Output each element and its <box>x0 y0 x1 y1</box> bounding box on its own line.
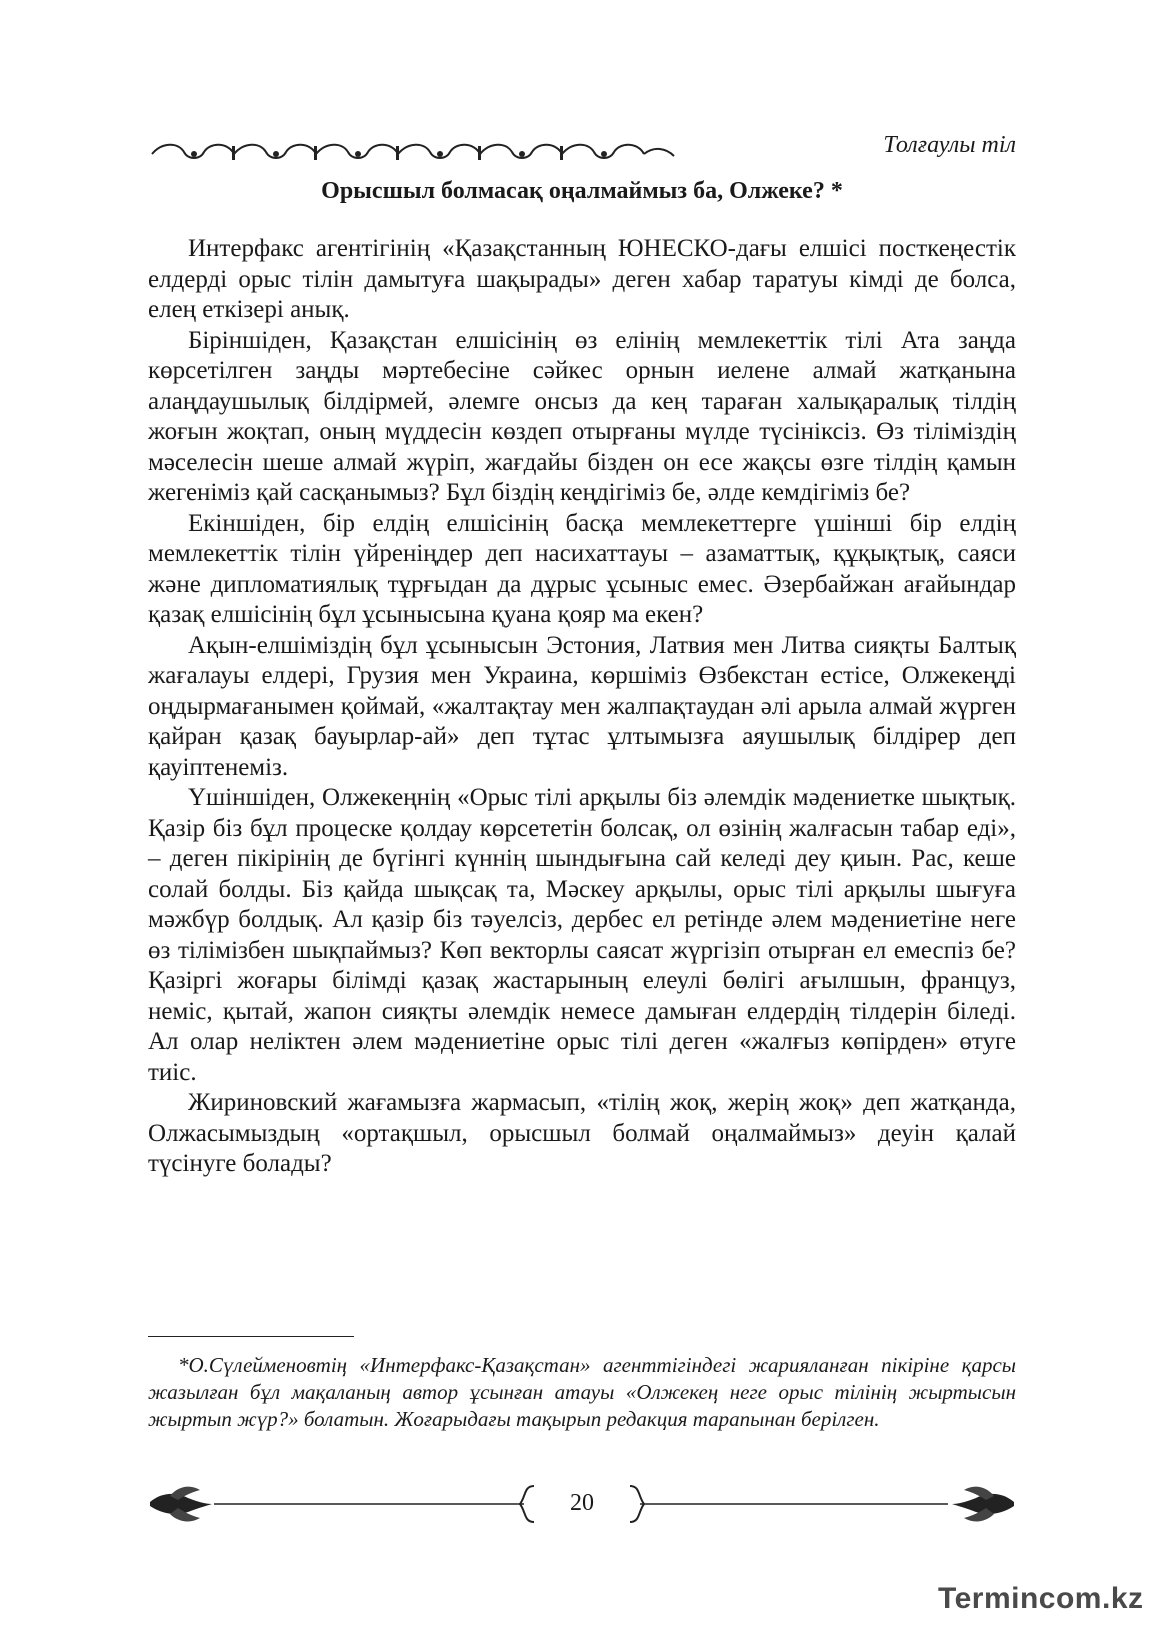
paragraph: Екіншіден, бір елдің елшісінің басқа мемлекеттерге үшінші бір елдің мемлекеттік тілін үйреніңдер деп насихаттауы – азаматтық, құқықтық, саяси және дипломатиялық тұрғыдан да дұрыс ұсыныс емес. Әзербайжан ағайындар қазақ елшісінің бұл ұсынысына қуана қояр ма екен? <box>148 509 1016 628</box>
paragraph: Біріншіден, Қазақстан елшісінің өз елінің мемлекеттік тілі Ата заңда көрсетілген заңды мәртебесіне сәйкес орнын иелене алмай жатқанына алаңдаушылық білдірмей, әлемге онсыз да кең тараған халықаралық тілдің жоғын жоқтап, оның мүддесін көздеп отырғаны мүлде түсініксіз. Өз тіліміздің мәселесін шеше алмай жүріп, жағдайы бізден он есе жақсы өзге тілдің қамын жегеніміз қай сасқанымыз? Бұл біздің кеңдігіміз бе, әлде кемдігіміз бе? <box>148 326 1016 506</box>
paragraph: Ақын-елшіміздің бұл ұсынысын Эстония, Латвия мен Литва сияқты Балтық жағалауы елдері, Грузия мен Украина, көршіміз Өзбекстан естісе, Олжекеңді оңдырмағанымен қоймай, «жалтақтау мен жалпақтаудан әлі арыла алмай жүрген қайран қазақ бауырлар-ай» деп тұтас ұлтымызға аяушылық білдірер деп қауіптенеміз. <box>148 631 1016 781</box>
page-number: 20 <box>570 1490 594 1516</box>
footnote-text: *О.Сүлейменовтің «Интерфакс-Қазақстан» агенттігіндегі жарияланған пікіріне қарсы жазылған бұл мақаланың автор ұсынған атауы «Олжекең неге орыс тілінің жыртысын жыртып жүр?» болатын. Жоғарыдағы тақырып редакция тарапынан берілген. <box>148 1353 1016 1431</box>
running-title: Толғаулы тіл <box>883 132 1016 158</box>
page-header <box>148 128 1016 168</box>
footnote-separator <box>148 1336 354 1337</box>
footnote <box>148 1352 1016 1433</box>
paragraph: Интерфакс агентігінің «Қазақстанның ЮНЕСКО-дағы елшісі посткеңестік елдерді орыс тілін дамытуға шақырады» деген хабар таратуы кімді де болса, елең еткізері анық. <box>148 235 1016 323</box>
article-body <box>148 234 1016 1180</box>
page-footer <box>148 1482 1016 1526</box>
site-watermark: Termincom.kz <box>938 1582 1144 1615</box>
scroll-ornament-icon <box>148 138 678 166</box>
paragraph: Үшіншіден, Олжекеңнің «Орыс тілі арқылы біз әлемдік мәдениетке шықтық. Қазір біз бұл процеске қолдау көрсететін болсақ, ол өзінің жалғасын табар еді», – деген пікірінің де бүгінгі күннің шындығына сай келеді деу қиын. Рас, кеше солай болды. Біз қайда шықсақ та, Мәскеу арқылы, орыс тілі арқылы шығуға мәжбүр болдық. Ал қазір біз тәуелсіз, дербес ел ретінде әлем мәдениетіне неге өз тілімізбен шықпаймыз? Көп векторлы саясат жүргізіп отырған ел емеспіз бе? Қазіргі жоғары білімді қазақ жастарының елеулі бөлігі ағылшын, француз, неміс, қытай, жапон сияқты әлемдік немесе дамыған елдердің тілдерін біледі. Ал олар неліктен әлем мәдениетіне орыс тілі деген «жалғыз көпірден» өтуге тиіс. <box>148 784 1016 1086</box>
paragraph: Жириновский жағамызға жармасып, «тілің жоқ, жерің жоқ» деп жатқанда, Олжасымыздың «ортақшыл, орысшыл болмай оңалмаймыз» деуін қалай түсінуге болады? <box>148 1089 1016 1177</box>
article-title: Орысшыл болмасақ оңалмаймыз ба, Олжеке? * <box>321 178 843 204</box>
